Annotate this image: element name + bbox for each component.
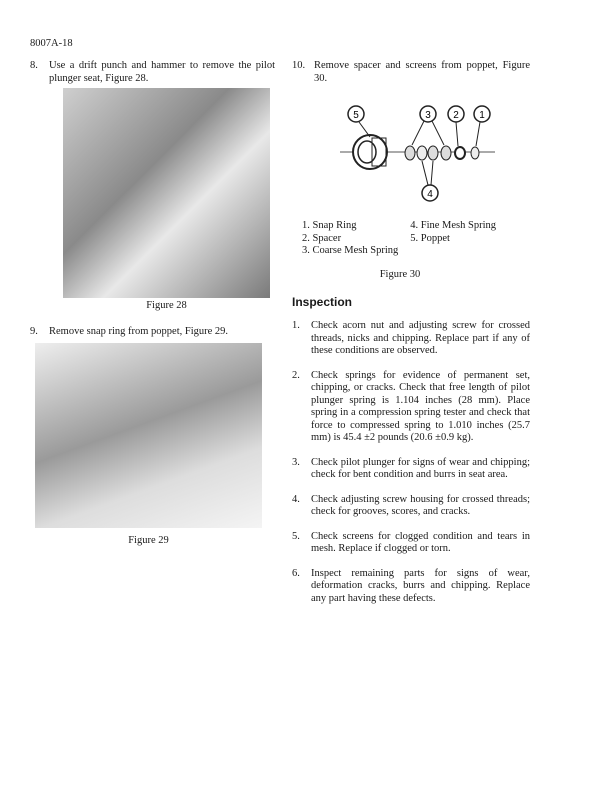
callout-4: 4	[427, 189, 433, 200]
figure-30-diagram	[330, 95, 500, 205]
step-number: 8.	[30, 60, 38, 71]
item-text: Check acorn nut and adjusting screw for crossed threads, nicks and chipping. Replace part if any of these conditions are observed.	[311, 320, 530, 356]
figure-28-caption: Figure 28	[146, 300, 187, 311]
inspection-item	[292, 320, 530, 358]
step-text: Use a drift punch and hammer to remove the pilot plunger seat, Figure 28.	[49, 60, 275, 84]
step-text: Remove spacer and screens from poppet, Figure 30.	[314, 60, 530, 84]
section-heading: Inspection	[292, 295, 353, 309]
step-number: 9.	[30, 326, 38, 337]
legend-item: 2. Spacer	[302, 232, 342, 244]
legend-item: 5. Poppet	[410, 232, 450, 244]
item-text: Check pilot plunger for signs of wear and chipping; check for bent condition and burrs in seat area.	[311, 456, 530, 480]
inspection-list	[292, 320, 530, 617]
item-text: Check screens for clogged condition and tears in mesh. Replace if clogged or torn.	[311, 530, 530, 554]
item-number: 2.	[292, 369, 300, 381]
legend-item: 3. Coarse Mesh Spring	[302, 245, 399, 256]
figure-30-caption: Figure 30	[379, 269, 421, 280]
item-text: Inspect remaining parts for signs of wear, deformation cracks, burrs and chipping. Replace any part having these defects.	[311, 567, 530, 604]
step-10	[292, 60, 530, 85]
figure-30-legend	[302, 220, 532, 258]
inspection-item	[292, 370, 530, 445]
callout-3: 3	[425, 110, 431, 121]
item-number: 5.	[292, 530, 300, 542]
legend-item: 1. Snap Ring	[302, 220, 357, 231]
page-id: 8007A-18	[30, 38, 73, 49]
step-text: Remove snap ring from poppet, Figure 29.	[49, 326, 229, 337]
inspection-item	[292, 457, 530, 482]
item-number: 4.	[292, 493, 300, 505]
item-text: Check adjusting screw housing for crossed threads; check for grooves, scores, and cracks.	[311, 493, 530, 517]
item-number: 1.	[292, 320, 300, 331]
item-number: 6.	[292, 567, 300, 579]
inspection-item	[292, 531, 530, 556]
item-number: 3.	[292, 456, 300, 468]
step-number: 10.	[292, 60, 306, 71]
item-text: Check springs for evidence of permanent set, chipping, or cracks. Check that free length of pilot plunger spring is 1.104 inches (28 mm). Place spring in a compression spring tester and check that force to compressed spring to 1.010 inches (25.7 mm) is 45.4 ±2 pounds (20.6 ±0.9 kg).	[311, 369, 530, 443]
callout-5: 5	[353, 110, 359, 121]
figure-29-photo	[35, 343, 262, 528]
figure-28-photo	[63, 88, 270, 298]
callout-1: 1	[479, 110, 485, 121]
step-9	[30, 326, 275, 339]
inspection-item	[292, 494, 530, 519]
inspection-item	[292, 568, 530, 606]
figure-29-caption: Figure 29	[128, 535, 169, 546]
callout-2: 2	[453, 110, 459, 121]
step-8	[30, 60, 275, 85]
legend-item: 4. Fine Mesh Spring	[410, 220, 497, 231]
